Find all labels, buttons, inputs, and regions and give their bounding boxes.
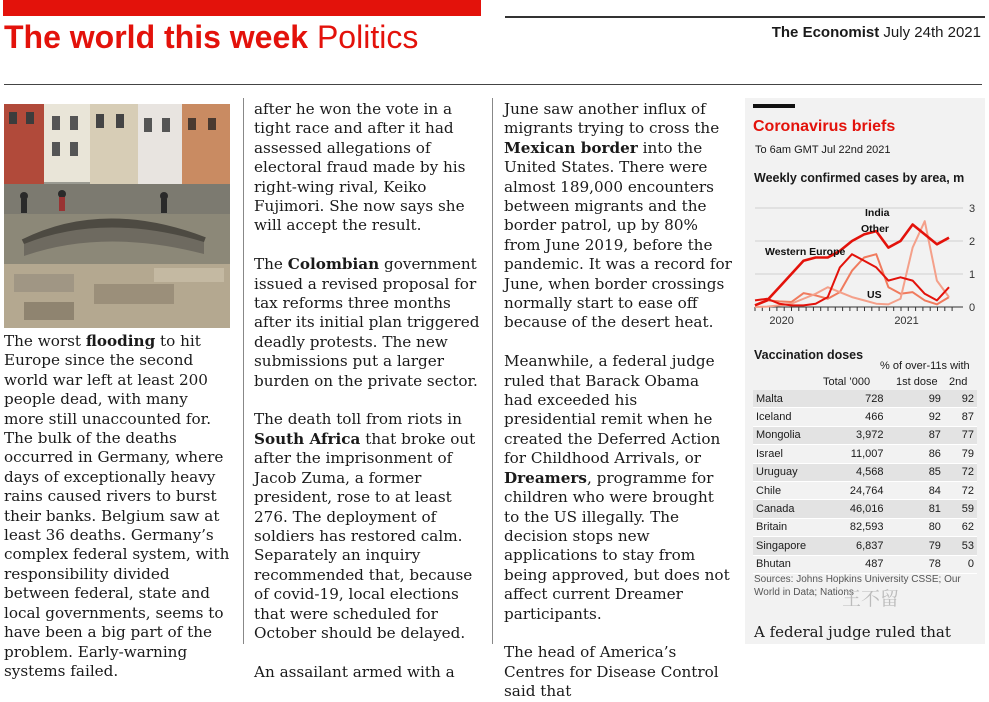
masthead-date: July 24th 2021 [883,24,981,41]
column-2 [254,100,482,681]
vaccination-total: 466 [835,408,886,426]
vaccination-second: 0 [944,555,977,573]
vaccination-country: Chile [753,481,835,499]
masthead [772,24,981,41]
vaccination-row [753,500,977,518]
y-tick-label: 1 [969,269,976,281]
vaccination-second: 53 [944,537,977,555]
vaccination-country: Malta [753,390,835,408]
vacc-head-first: 1st dose [896,376,938,388]
vaccination-row [753,408,977,426]
x-tick-label: 2021 [894,315,919,327]
vaccination-total: 728 [835,390,886,408]
vaccination-row [753,390,977,408]
vaccination-country: Canada [753,500,835,518]
y-tick-label: 3 [969,203,976,215]
vaccination-row [753,555,977,573]
watermark: 王不留 [842,589,900,610]
vaccination-second: 62 [944,518,977,536]
vaccination-total: 6,837 [835,537,886,555]
vaccination-second: 59 [944,500,977,518]
article-cdc: The head of America’s Centres for Disease Control said that [504,643,719,701]
vaccination-total: 46,016 [835,500,886,518]
series-line-other [755,225,949,306]
header-rule [505,16,985,18]
article-assailant: An assailant armed with a [254,662,455,681]
vaccination-country: Mongolia [753,426,835,444]
vaccination-country: Britain [753,518,835,536]
vaccination-second: 72 [944,481,977,499]
sidebar-subtitle: To 6am GMT Jul 22nd 2021 [755,144,891,156]
column-3 [504,100,732,701]
keyword-dreamers: Dreamers [504,468,587,487]
vacc-head-pct: % of over-11s with [880,360,970,372]
article-peru: after he won the vote in a tight race and after it had assessed allegations of electoral fraud made by his right-wing rival, Keiko Fujimori. She now says she will accept the result. [254,100,466,235]
vaccination-total: 487 [835,555,886,573]
series-label: US [867,289,882,301]
keyword-flooding: flooding [85,332,156,350]
vaccination-total: 82,593 [835,518,886,536]
column-1 [4,332,232,680]
column-rule-2 [492,98,493,644]
article-mexican-border: June saw another influx of migrants trying to cross the Mexican border into the United States. There were almost 189,000 encounters between migrants and the border patrol, up by 80% from June 2019, before the pandemic. It was a record for June, when border crossings normally start to ease off because of the desert heat. [504,100,732,332]
vaccination-row [753,445,977,463]
flood-photo [4,104,230,328]
series-label: India [865,207,890,219]
sidebar-tick [753,104,795,108]
header-divider [4,84,982,85]
vaccination-first: 80 [887,518,944,536]
article-flooding: The worst flooding to hit Europe since the second world war left at least 200 people dead, with many more still unaccounted for. The bulk of the deaths occurred in Germany, where days of exceptionally heavy rains caused rivers to burst their banks. Belgium saw at least 36 deaths. Germany’s complex federal system, with responsibility divided between federal, state and local governments, seems to have been a big part of the problem. Early-warning systems failed. [4,332,230,680]
vaccination-total: 3,972 [835,426,886,444]
vaccination-first: 92 [887,408,944,426]
series-label: Western Europe [765,246,846,258]
vaccination-total: 24,764 [835,481,886,499]
keyword-mexican-border: Mexican border [504,138,638,157]
vaccination-row [753,463,977,481]
vaccination-row [753,537,977,555]
sources-note: Sources: Johns Hopkins University CSSE; Our World in Data; Nations [754,574,961,598]
vaccination-country: Uruguay [753,463,835,481]
vacc-head-row [745,376,985,390]
column-rule-1 [243,98,244,644]
article-colombia: The Colombian government issued a revised proposal for tax reforms three months after its initial plan triggered deadly protests. The new submissions put a larger burden on the private sector. [254,255,480,390]
vaccination-country: Iceland [753,408,835,426]
vaccination-first: 81 [887,500,944,518]
page-title-main: The world this week [4,19,309,55]
keyword-colombian: Colombian [287,255,380,274]
coronavirus-sidebar [745,98,985,644]
vaccination-title: Vaccination doses [754,348,864,362]
vaccination-first: 85 [887,463,944,481]
vaccination-country: Bhutan [753,555,835,573]
vaccination-second: 77 [944,426,977,444]
vaccination-first: 99 [887,390,944,408]
vaccination-first: 86 [887,445,944,463]
header-red-bar [3,0,481,16]
vaccination-first: 78 [887,555,944,573]
vaccination-total: 11,007 [835,445,886,463]
vaccination-row [753,426,977,444]
vaccination-first: 79 [887,537,944,555]
vaccination-first: 87 [887,426,944,444]
vaccination-country: Singapore [753,537,835,555]
vaccination-country: Israel [753,445,835,463]
vaccination-second: 79 [944,445,977,463]
keyword-south-africa: South Africa [254,429,361,448]
vaccination-second: 87 [944,408,977,426]
vaccination-row [753,481,977,499]
x-tick-label: 2020 [769,315,794,327]
vaccination-first: 84 [887,481,944,499]
vaccination-row [753,518,977,536]
sidebar-footer-text: A federal judge ruled that [754,623,951,641]
chart-title: Weekly confirmed cases by area, m [754,171,965,185]
vaccination-second: 72 [944,463,977,481]
vaccination-total: 4,568 [835,463,886,481]
vaccination-table [753,390,977,574]
cases-chart [745,186,985,346]
article-south-africa: The death toll from riots in South Africa that broke out after the imprisonment of Jacob Zuma, a former president, rose to at least 276. The deployment of soldiers has restored calm. Separately an inquiry recommended that, because of covid-19, local elections that were scheduled for October should be delayed. [254,410,476,642]
page-title-section: Politics [316,19,419,55]
series-label: Other [861,223,890,235]
sidebar-title: Coronavirus briefs [753,118,896,135]
series-line-india [755,221,949,307]
y-tick-label: 0 [969,302,976,314]
masthead-brand: The Economist [771,24,880,41]
y-tick-label: 2 [969,236,976,248]
article-dreamers: Meanwhile, a federal judge ruled that Barack Obama had exceeded his presidential remit when he created the Deferred Action for Childhood Arrivals, or Dreamers, programme for children who were brought to the US illegally. The decision stops new applications to stay from being approved, but does not affect current Dreamer participants. [504,352,730,623]
page-title [4,20,418,55]
vacc-head-total: Total ’000 [823,376,871,388]
vaccination-second: 92 [944,390,977,408]
vacc-head-second: 2nd [949,376,968,388]
